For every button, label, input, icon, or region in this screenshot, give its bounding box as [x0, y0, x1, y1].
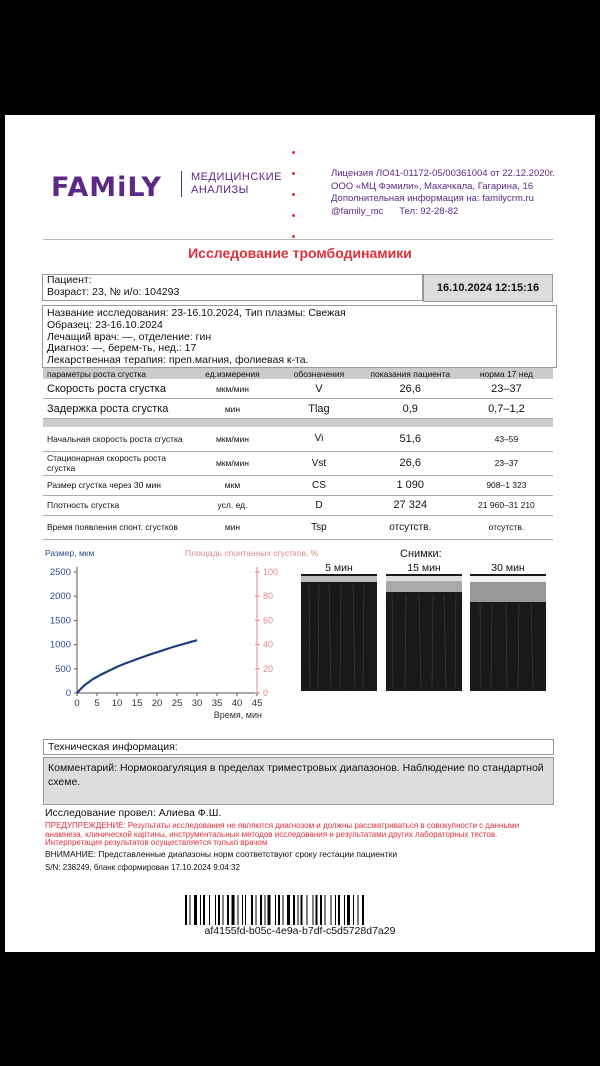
header-cell: обозначения	[277, 368, 361, 379]
decorative-dots	[292, 151, 298, 256]
table-row	[43, 399, 553, 419]
snapshot-image	[301, 574, 377, 691]
barcode-bar	[223, 895, 224, 925]
barcode-bar	[320, 895, 322, 925]
barcode-bar	[298, 895, 299, 925]
barcode-bar	[256, 895, 257, 925]
param-name: Время появления спонт. сгустков	[43, 515, 188, 539]
family-logo: FAMiLY	[51, 172, 162, 203]
attention-text: ВНИМАНИЕ: Представленные диапазоны норм соответствуют сроку гестации пациентки	[45, 849, 398, 859]
y-tick-label: 2000	[49, 591, 71, 603]
y2-tick-label: 20	[263, 663, 274, 674]
barcode-bar	[242, 895, 243, 925]
y-tick-label: 0	[65, 688, 71, 699]
patient-value: 1 090	[361, 475, 460, 495]
barcode-bar	[338, 895, 340, 925]
tech-info: Техническая информация:	[43, 739, 554, 755]
barcode-bar	[287, 895, 290, 925]
barcode-bar	[251, 895, 253, 925]
x-tick-label: 35	[211, 698, 223, 709]
header-divider	[43, 239, 553, 240]
report-sheet	[5, 115, 595, 952]
norm-range: 0,7–1,2	[460, 399, 553, 419]
header-cell: показания пациента	[361, 368, 460, 379]
barcode-bar	[190, 895, 191, 925]
barcode-bar	[301, 895, 303, 925]
serial-number: S/N: 238249, бланк сформирован 17.10.2024 9:04:32	[45, 863, 240, 872]
clot-growth-chart	[35, 545, 319, 725]
x-tick-label: 25	[171, 698, 183, 709]
norm-range: 23–37	[460, 451, 553, 475]
barcode-bar	[227, 895, 229, 925]
study-info	[42, 305, 557, 368]
license-line: Лицензия ЛО41-01172-05/00361004 от 22.12.2020г.	[331, 168, 555, 179]
table-row	[43, 495, 553, 515]
param-name: Плотность сгустка	[43, 495, 188, 515]
y-tick-label: 1000	[49, 639, 71, 651]
barcode-bar	[353, 895, 354, 925]
table-header	[43, 368, 553, 379]
y2-tick-label: 100	[263, 567, 279, 577]
param-symbol: CS	[277, 475, 361, 495]
norm-range: 908–1 323	[460, 475, 553, 495]
y-tick-label: 2500	[49, 567, 71, 578]
patient-value: 26,6	[361, 379, 460, 399]
param-symbol: Vi	[277, 427, 361, 451]
table-divider	[43, 419, 553, 428]
y2-tick-label: 80	[263, 591, 274, 602]
barcode-bar	[260, 895, 262, 925]
barcode-bar	[293, 895, 295, 925]
norm-range: отсутств.	[460, 515, 553, 539]
header-cell: ед.измерения	[188, 368, 277, 379]
comment-box: Комментарий: Нормокоагуляция в пределах триместровых диапазонов. Наблюдение по стандартной схеме.	[43, 757, 554, 805]
patient-name: Пациент:	[47, 274, 92, 286]
y-tick-label: 500	[55, 663, 71, 675]
barcode-bar	[238, 895, 239, 925]
patient-value: 0,9	[361, 399, 460, 419]
info-line: Лечащий врач: —, отделение: гин	[47, 330, 212, 343]
x-tick-label: 15	[131, 698, 143, 709]
barcode-bar	[307, 895, 308, 925]
x-tick-label: 20	[151, 698, 163, 709]
barcode-bar	[362, 895, 364, 925]
param-unit: мин	[188, 515, 277, 539]
barcode-bar	[335, 895, 336, 925]
license-line: @family_mc Тел: 92-28-82	[331, 205, 459, 217]
snapshots-title: Снимки:	[400, 548, 442, 560]
barcode-bar	[268, 895, 271, 925]
y2-axis-label: Площадь спонтанных сгустков, %	[185, 548, 319, 558]
barcode-bar	[185, 895, 187, 925]
report-title: Исследование тромбодинамики	[188, 245, 412, 261]
patient-value: 51,6	[361, 427, 460, 451]
param-symbol: V	[277, 379, 361, 399]
barcode-bar	[358, 895, 359, 925]
header-cell: норма 17 нед	[460, 368, 553, 379]
snapshot-label: 5 мин	[325, 562, 353, 574]
series-line	[77, 640, 197, 693]
barcode-bar	[200, 895, 201, 925]
barcode-bar	[325, 895, 326, 925]
barcode-bar	[194, 895, 197, 925]
barcode-bar	[203, 895, 205, 925]
info-line: Диагноз: —, берем-ть, нед.: 17	[47, 342, 197, 355]
x-tick-label: 30	[191, 698, 203, 709]
barcode-bar	[283, 895, 284, 925]
y2-tick-label: 60	[263, 615, 274, 626]
param-name: Начальная скорость роста сгустка	[43, 427, 188, 451]
warning-text: ПРЕДУПРЕЖДЕНИЕ: Результаты исследования не являются диагнозом и должны рассматриваться в совокупности с данными анамнеза, клинической картины, инструментальных методов исследования и результатами других лабораторных тестов. Интерпретация результатов осуществляется только врачом	[45, 821, 520, 847]
norm-range: 43–59	[460, 427, 553, 451]
param-name: Стационарная скорость роста сгустка	[43, 451, 188, 475]
param-unit: мкм/мин	[188, 379, 277, 399]
barcode-bar	[347, 895, 350, 925]
barcode-bar	[344, 895, 345, 925]
license-line: ООО «МЦ Фэмили», Махачкала, Гагарина, 16	[331, 180, 534, 192]
license-info	[331, 168, 555, 218]
table-row	[43, 515, 553, 539]
y2-tick-label: 40	[263, 639, 274, 650]
param-unit: мкм/мин	[188, 451, 277, 475]
snapshot-label: 15 мин	[407, 562, 441, 574]
performed-by: Исследование провел: Алиева Ф.Ш.	[45, 807, 222, 819]
param-unit: мкм	[188, 475, 277, 495]
barcode-bar	[245, 895, 246, 925]
param-unit: мин	[188, 399, 277, 419]
patient-age: Возраст: 23, № и/о: 104293	[47, 285, 180, 298]
table-row	[43, 427, 553, 451]
param-name: Размер сгустка через 30 мин	[43, 475, 188, 495]
license-line: Дополнительная информация на: familycrm.ru	[331, 193, 534, 204]
barcode-bar	[278, 895, 280, 925]
y-axis-label: Размер, мкм	[45, 548, 95, 558]
param-symbol: Vst	[277, 451, 361, 475]
param-symbol: D	[277, 495, 361, 515]
report-date: 16.10.2024 12:15:16	[423, 274, 553, 302]
results-table	[43, 368, 553, 540]
logo-divider	[181, 171, 182, 197]
x-tick-label: 45	[251, 698, 263, 709]
barcode-bar	[232, 895, 235, 925]
barcode-bar	[265, 895, 266, 925]
logo-subtitle-line: АНАЛИЗЫ	[191, 184, 249, 196]
x-axis-label: Время, мин	[213, 710, 262, 720]
snapshot-image	[470, 574, 546, 691]
x-tick-label: 0	[74, 698, 80, 709]
barcode-code: af4155fd-b05c-4e9a-b7df-c5d5728d7a29	[204, 925, 396, 937]
norm-range: 23–37	[460, 379, 553, 399]
table-row	[43, 451, 553, 475]
barcode-bar	[275, 895, 276, 925]
barcode-bar	[218, 895, 220, 925]
info-line: Лекарственная терапия: преп.магния, фолиевая к-та.	[47, 354, 309, 367]
norm-range: 21 960–31 210	[460, 495, 553, 515]
logo-subtitle-line: МЕДИЦИНСКИЕ	[191, 171, 282, 183]
snapshot-label: 30 мин	[491, 562, 525, 574]
param-name: Скорость роста сгустка	[43, 379, 188, 399]
y-tick-label: 1500	[49, 615, 71, 627]
barcode-bar	[215, 895, 216, 925]
barcode-bar	[316, 895, 318, 925]
header-cell: параметры роста сгустка	[43, 368, 188, 379]
patient-box	[42, 274, 423, 301]
y2-tick-label: 0	[263, 688, 269, 698]
table-row	[43, 475, 553, 495]
x-tick-label: 40	[231, 698, 243, 709]
param-unit: мкм/мин	[188, 427, 277, 451]
param-symbol: Tlag	[277, 399, 361, 419]
param-symbol: Tsp	[277, 515, 361, 539]
param-name: Задержка роста сгустка	[43, 399, 188, 419]
info-line: Название исследования: 23-16.10.2024, Тип плазмы: Свежая	[47, 307, 346, 319]
param-unit: усл. ед.	[188, 495, 277, 515]
barcode-bar	[313, 895, 314, 925]
snapshot-image	[386, 574, 462, 691]
x-tick-label: 5	[94, 698, 100, 709]
x-tick-label: 10	[111, 698, 123, 709]
logo-subtitle	[191, 171, 282, 197]
patient-value: отсутств.	[361, 515, 460, 539]
table-row	[43, 379, 553, 399]
patient-value: 27 324	[361, 495, 460, 515]
barcode	[185, 895, 409, 925]
info-line: Образец: 23-16.10.2024	[47, 318, 163, 331]
patient-value: 26,6	[361, 451, 460, 475]
barcode-bar	[209, 895, 210, 925]
barcode-bar	[331, 895, 332, 925]
